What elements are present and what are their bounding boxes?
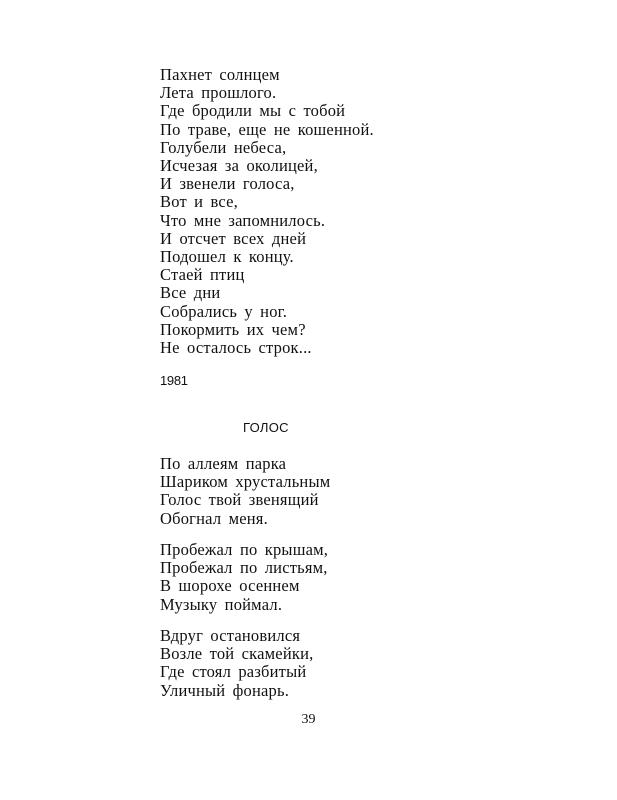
- poem-line: Обогнал меня.: [160, 508, 268, 528]
- poem-line: Возле той скамейки,: [160, 644, 314, 664]
- poem-line: Пробежал по крышам,: [160, 540, 329, 559]
- poem-line: Стаей птиц: [160, 265, 245, 285]
- stanza: [160, 455, 330, 528]
- poem-line: По траве, еще не кошенной.: [160, 119, 374, 139]
- poem-line: Вот и все,: [160, 192, 238, 212]
- poem-line: Уличный фонарь.: [160, 680, 290, 700]
- poem-line: Шариком хрустальным: [160, 472, 331, 492]
- poem-line: Покормить их чем?: [160, 319, 306, 339]
- poem-line: Все дни: [160, 283, 221, 303]
- poem-line: Подошел к концу.: [160, 247, 294, 267]
- poem-line: Музыку поймал.: [160, 594, 283, 614]
- stanza: [160, 541, 328, 614]
- poem-line: Исчезая за околицей,: [160, 156, 318, 176]
- poem-line: Где бродили мы с тобой: [160, 101, 346, 121]
- poem-line: Пробежал по листьям,: [160, 558, 328, 578]
- poem-line: По аллеям парка: [160, 454, 287, 473]
- poem-line: Вдруг остановился: [160, 626, 301, 645]
- poem-line: И звенели голоса,: [160, 174, 295, 194]
- poem-line: И отсчет всех дней: [160, 228, 307, 248]
- previous-poem-ending: [160, 66, 374, 357]
- poem-line: Пахнет солнцем: [160, 65, 280, 84]
- poem-title: ГОЛОС: [243, 420, 289, 435]
- poem-line: Собрались у ног.: [160, 301, 288, 321]
- poem-date: 1981: [160, 373, 188, 388]
- page-number: 39: [301, 712, 316, 727]
- poem-line: Голубели небеса,: [160, 137, 287, 157]
- poem-line: Что мне запомнилось.: [160, 210, 326, 230]
- stanza: [160, 627, 313, 700]
- poem-line: В шорохе осеннем: [160, 576, 300, 596]
- poem-line: Не осталось строк...: [160, 338, 312, 358]
- poem-line: Голос твой звенящий: [160, 490, 319, 510]
- poem-line: Лета прошлого.: [160, 83, 277, 103]
- poem-line: Где стоял разбитый: [160, 662, 307, 682]
